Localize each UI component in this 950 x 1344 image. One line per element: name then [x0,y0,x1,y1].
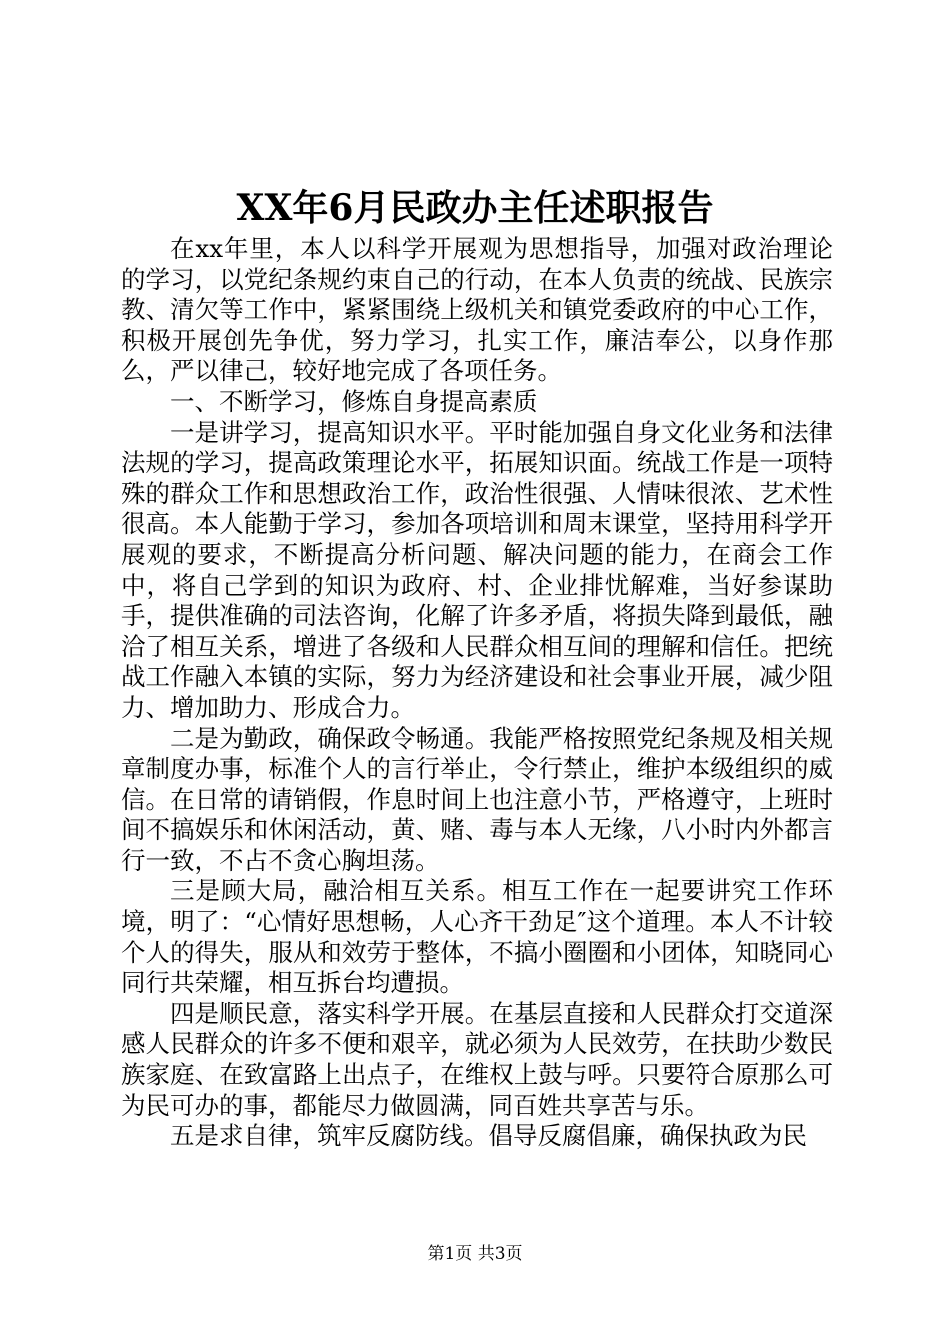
page-footer: 第1页 共3页 [427,1244,523,1264]
paragraph-study: 一是讲学习，提高知识水平。平时能加强自身文化业务和法律法规的学习，提高政策理论水平，拓展知识面。统战工作是一项特殊的群众工作和思想政治工作，政治性很强、人情味很浓、艺术性很高。本人能勤于学习，参加各项培训和周末课堂，坚持用科学开展观的要求，不断提高分析问题、解决问题的能力，在商会工作中，将自己学到的知识为政府、村、企业排忧解难，当好参谋助手，提供准确的司法咨询，化解了许多矛盾，将损失降到最低，融洽了相互关系，增进了各级和人民群众相互间的理解和信任。把统战工作融入本镇的实际，努力为经济建设和社会事业开展，减少阻力、增加助力、形成合力。 [121,417,833,722]
document-body [121,234,833,1152]
document-title: XX年6月民政办主任述职报告 [236,187,714,229]
paragraph-intro: 在xx年里，本人以科学开展观为思想指导，加强对政治理论的学习，以党纪条规约束自己的行动，在本人负责的统战、民族宗教、清欠等工作中，紧紧围绕上级机关和镇党委政府的中心工作，积极开展创先争优，努力学习，扎实工作，廉洁奉公，以身作那么，严以律己，较好地完成了各项任务。 [121,234,833,386]
section-heading-1: 一、不断学习，修炼自身提高素质 [170,386,538,416]
paragraph-public-will: 四是顺民意，落实科学开展。在基层直接和人民群众打交道深感人民群众的许多不便和艰辛，就必须为人民效劳，在扶助少数民族家庭、在致富路上出点子，在维权上鼓与呼。只要符合原那么可为民可办的事，都能尽力做圆满，同百姓共享苦与乐。 [121,998,833,1120]
paragraph-overall: 三是顾大局，融洽相互关系。相互工作在一起要讲究工作环境，明了：“心情好思想畅，人心齐干劲足″这个道理。本人不计较个人的得失，服从和效劳于整体，不搞小圈圈和小团体，知晓同心同行共荣耀，相互拆台均遭损。 [121,876,833,998]
paragraph-self-discipline: 五是求自律，筑牢反腐防线。倡导反腐倡廉，确保执政为民 [170,1121,807,1151]
paragraph-diligence: 二是为勤政，确保政令畅通。我能严格按照党纪条规及相关规章制度办事，标准个人的言行举止，令行禁止，维护本级组织的威信。在日常的请销假，作息时间上也注意小节，严格遵守，上班时间不搞娱乐和休闲活动，黄、赌、毒与本人无缘，八小时内外都言行一致，不占不贪心胸坦荡。 [121,723,833,875]
